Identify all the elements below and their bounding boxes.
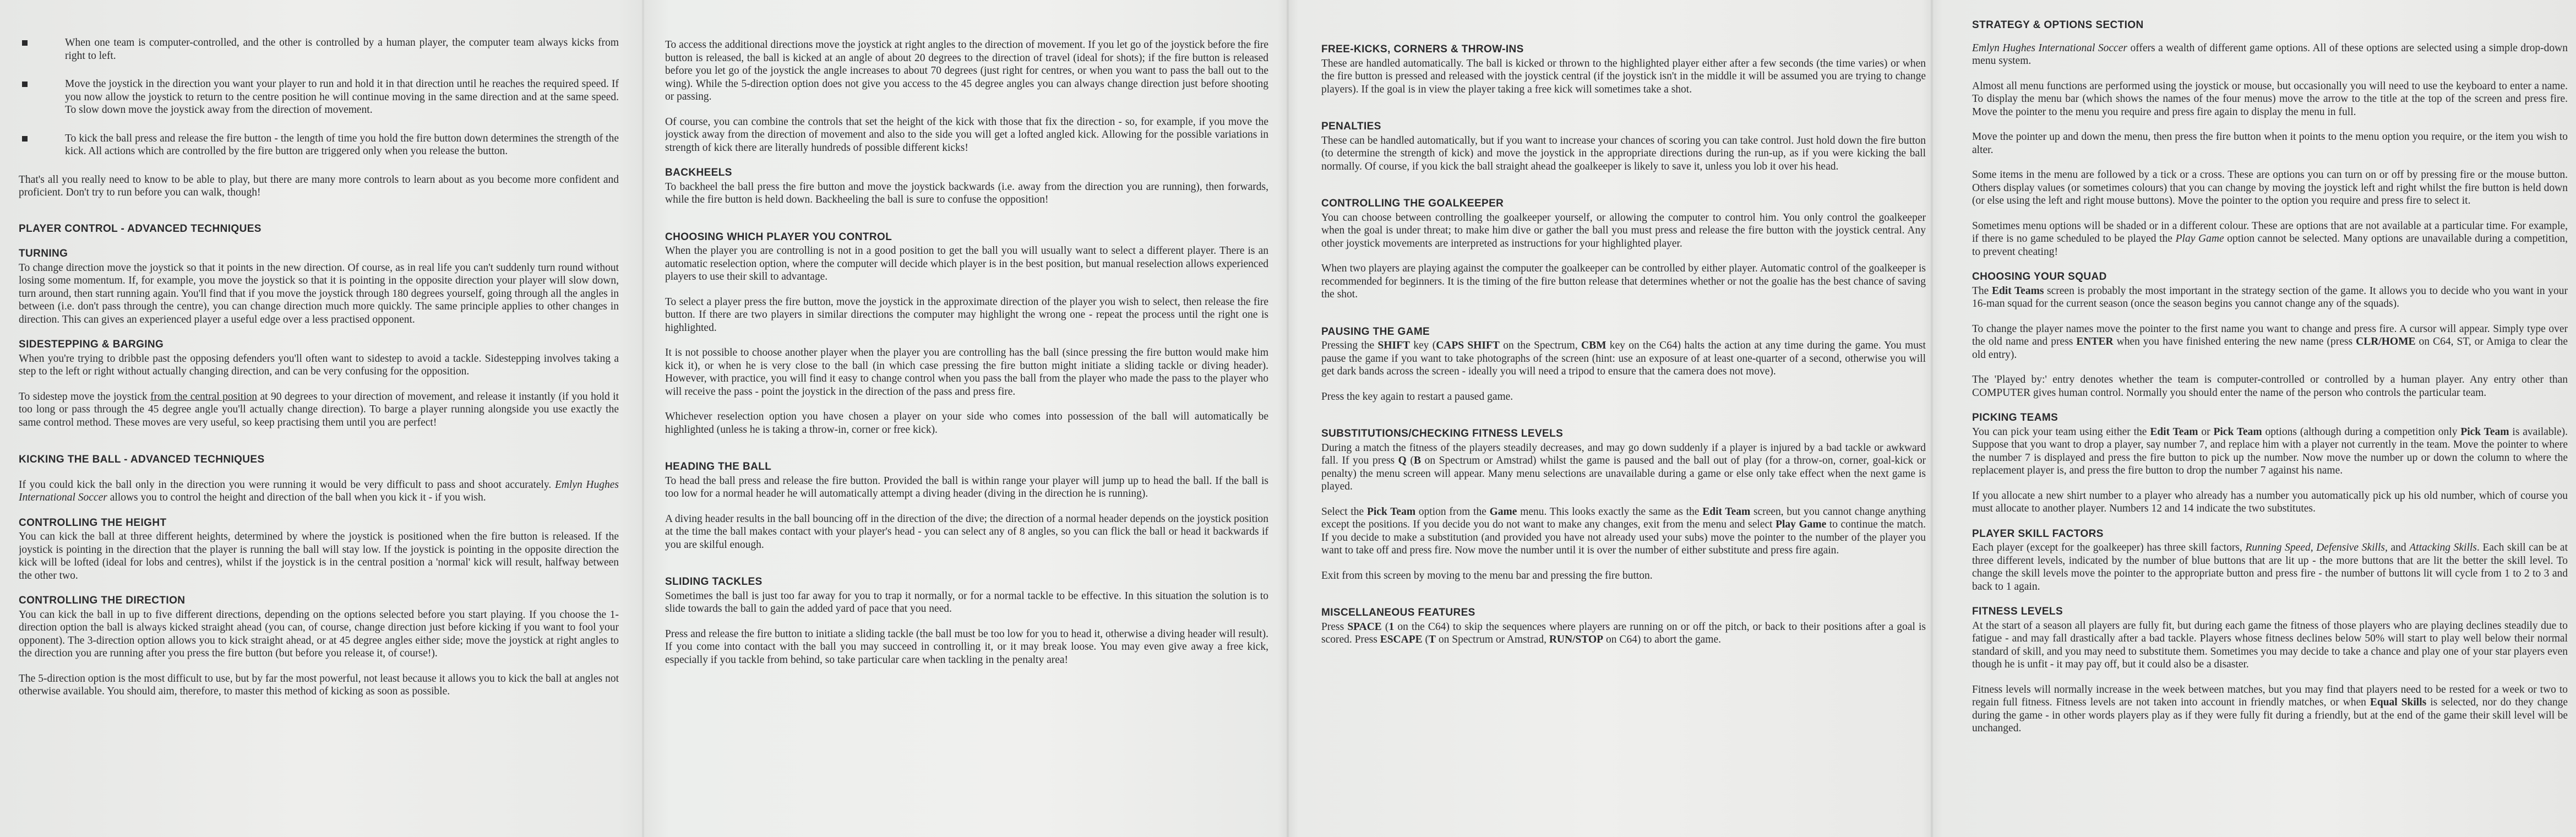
paragraph: Some items in the menu are followed by a tick or a cross. These are options you can turn on or off by pressing fire or the mouse button. Others display values (or sometimes colours) that you can change by moving the joystick left and right whilst the fire button is held down (or else using the left and right mouse buttons). Move the pointer to the option you require and press fire to select it. bbox=[1972, 169, 2568, 206]
paragraph: To backheel the ball press the fire button and move the joystick backwards (i.e. away from the direction you are running), then forwards, while the fire button is held down. Backheeling the ball is sure to confuse the opposition! bbox=[665, 181, 1268, 205]
paragraph: Press the key again to restart a paused game. bbox=[1321, 390, 1513, 403]
paragraph: Each player (except for the goalkeeper) has three skill factors, Running Speed, Defensive Skills, and Attacking Skills. Each skill can be at three different levels, indicated by the number of blue buttons that are lit up - the more buttons that are lit the better the skill level. To change the skill levels move the pointer to the appropriate button and press fire - the number of buttons lit will cycle from 1 to 2 to 3 and back to 1 again. bbox=[1972, 542, 2568, 593]
list-item: When one team is computer-controlled, and the other is controlled by a human player, the computer team always kicks from right to left. bbox=[19, 36, 619, 62]
paragraph: Press SPACE (1 on the C64) to skip the sequences where players are running on or off the pitch, or back to their positions after a goal is scored. Press ESCAPE (T on Spectrum or Amstrad, RUN/STOP on C64) to abort the game. bbox=[1321, 621, 1926, 645]
section-heading: STRATEGY & OPTIONS SECTION bbox=[1972, 19, 2144, 31]
paragraph: To change the player names move the pointer to the first name you want to change and press fire. A cursor will appear. Simply type over the old name and press ENTER when you have finished entering the new name (press CLR/HOME on C64, ST, or Amiga to clear the old entry). bbox=[1972, 323, 2568, 361]
paragraph: During a match the fitness of the players steadily decreases, and may go down suddenly if a player is injured by a bad tackle or awkward fall. If you press Q (B on Spectrum or Amstrad) whilst the game is paused and the ball out of play (for a throw-on, corner, goal-kick or penalty) the menu screen will appear. Many menu selections are unavailable during a game or else only take effect when the next game is played. bbox=[1321, 442, 1926, 492]
section-heading: PLAYER CONTROL - ADVANCED TECHNIQUES bbox=[19, 222, 262, 235]
section-heading: PLAYER SKILL FACTORS bbox=[1972, 528, 2104, 540]
section-heading: CONTROLLING THE DIRECTION bbox=[19, 595, 186, 606]
paragraph: That's all you really need to know to be able to play, but there are many more controls to learn about as you become more confident and proficient. Don't try to run before you can walk, though! bbox=[19, 173, 619, 198]
section-heading: CHOOSING YOUR SQUAD bbox=[1972, 271, 2107, 282]
list-item: Move the joystick in the direction you want your player to run and hold it in that direction until he reaches the required speed. If you now allow the joystick to return to the centre position he will continue moving in the same direction and at the same speed. To slow down move the joystick away from the direction of movement. bbox=[19, 78, 619, 117]
paragraph: Sometimes menu options will be shaded or in a different colour. These are options that are not available at a particular time. For example, if there is no game scheduled to be played the Play Game option cannot be selected. Many options are unavailable during a competition, to prevent cheating! bbox=[1972, 220, 2568, 258]
paragraph: If you allocate a new shirt number to a player who already has a number you automatically pick up his old number, which of course you must allocate to another player. Numbers 12 and 14 indicate the two substitutes. bbox=[1972, 490, 2568, 514]
page-fold bbox=[641, 0, 645, 837]
paragraph: The 'Played by:' entry denotes whether the team is computer-controlled or controlled by a human player. Any entry other than COMPUTER gives human control. Normally you should enter the name of the person who controls the particular team. bbox=[1972, 374, 2568, 399]
paragraph: Fitness levels will normally increase in the week between matches, but you may find that players need to be rested for a week or two to regain full fitness. Fitness levels are not taken into account in friendly matches, or when Equal Skills is selected, nor do they change during the game - in other words players play as if they were fully fit during a friendly, but at the end of the game their skill level will be unchanged. bbox=[1972, 683, 2568, 734]
list-item: To kick the ball press and release the fire button - the length of time you hold the fire button down determines the strength of the kick. All actions which are controlled by the fire button are triggered only when you release the button. bbox=[19, 132, 619, 158]
paragraph: The 5-direction option is the most difficult to use, but by far the most powerful, not least because it allows you to kick the ball at angles not otherwise available. You should aim, therefore, to master this method of kicking as soon as possible. bbox=[19, 672, 619, 697]
paragraph: To sidestep move the joystick from the central position at 90 degrees to your direction of movement, and release it instantly (if you hold it too long or pass through the 45 degree angle you'll actually change direction). To barge a player running alongside you use exactly the same control method. These moves are very useful, so keep practising them until you are perfect! bbox=[19, 390, 619, 428]
section-heading: PENALTIES bbox=[1321, 121, 1381, 132]
page-fold bbox=[1286, 0, 1289, 837]
section-heading: TURNING bbox=[19, 248, 68, 259]
paragraph: Emlyn Hughes International Soccer offers a wealth of different game options. All of these options are selected using a simple drop-down menu system. bbox=[1972, 42, 2568, 67]
section-heading: CONTROLLING THE GOALKEEPER bbox=[1321, 198, 1504, 209]
paragraph: To select a player press the fire button, move the joystick in the approximate direction of the player you wish to select, then release the fire button. If there are two players in similar directions the computer may highlight the wrong one - repeat the process until the right one is highlighted. bbox=[665, 296, 1268, 334]
basic-controls-list bbox=[19, 36, 619, 158]
section-heading: BACKHEELS bbox=[665, 167, 732, 178]
paragraph: These can be handled automatically, but if you want to increase your chances of scoring you can take control. Just hold down the fire button (to determine the strength of kick) and move the joystick in the appropriate directions during the run-up, as if you were kicking the ball normally. Of course, if you kick the ball straight ahead the goalkeeper is likely to save it, unless you lob it over his head. bbox=[1321, 134, 1926, 172]
section-heading: SLIDING TACKLES bbox=[665, 576, 763, 588]
paragraph: A diving header results in the ball bouncing off in the direction of the dive; the direction of a normal header depends on the joystick position at the time the ball makes contact with your player's head - you can select any of 8 angles, so you can flick the ball or head it backwards if you are skilful enough. bbox=[665, 513, 1268, 551]
manual-page-4 bbox=[1972, 15, 2568, 830]
section-heading: CHOOSING WHICH PLAYER YOU CONTROL bbox=[665, 231, 892, 243]
paragraph: It is not possible to choose another player when the player you are controlling has the ball (since pressing the fire button would make him kick it), or when he is very close to the ball (in which case pressing the fire button might initiate a sliding tackle or diving header). However, with practice, you will find it easy to change control when you pass the ball from the player who made the pass to the player who will receive the pass - point the joystick in the direction of the pass and press fire. bbox=[665, 347, 1268, 398]
paragraph: Whichever reselection option you have chosen a player on your side who comes into possession of the ball will automatically be highlighted (unless he is taking a throw-in, corner or free kick). bbox=[665, 411, 1268, 436]
paragraph: To head the ball press and release the fire button. Provided the ball is within range your player will jump up to head the ball. If the ball is too low for a normal header he will automatically attempt a diving header (diving in the direction he is running). bbox=[665, 475, 1268, 499]
section-heading: SIDESTEPPING & BARGING bbox=[19, 339, 164, 350]
section-heading: FREE-KICKS, CORNERS & THROW-INS bbox=[1321, 44, 1524, 55]
paragraph: To change direction move the joystick so that it points in the new direction. Of course, as in real life you can't suddenly turn round without losing some momentum. If, for example, you move the joystick so that it is pointing in the opposite direction your player will slow down, turn around, then start running again. You'll find that if you move the joystick through 180 degrees yourself, going through all the angles in between (i.e. don't pass through the centre), you can change direction much more quickly. The same principle applies to other changes in direction. This can gives an experienced player a useful edge over a less practised opponent. bbox=[19, 262, 619, 325]
paragraph: When two players are playing against the computer the goalkeeper can be controlled by either player. Automatic control of the goalkeeper is recommended for beginners. It is the timing of the fire button release that determines whether or not the goalie has the best chance of saving the shot. bbox=[1321, 263, 1926, 300]
section-heading: PAUSING THE GAME bbox=[1321, 325, 1430, 338]
page-fold bbox=[1930, 0, 1934, 837]
manual-page-3 bbox=[1321, 15, 1926, 830]
paragraph: Move the pointer up and down the menu, then press the fire button when it points to the menu option you require, or the item you wish to alter. bbox=[1972, 131, 2568, 156]
section-heading: FITNESS LEVELS bbox=[1972, 606, 2063, 617]
paragraph: If you could kick the ball only in the direction you were running it would be very difficult to pass and shoot accurately. Emlyn Hughes International Soccer allows you to control the height and direction of the ball when you kick it - if you wish. bbox=[19, 479, 619, 503]
paragraph: To access the additional directions move the joystick at right angles to the direction of movement. If you let go of the joystick before the fire button is released, the ball is kicked at an angle of about 20 degrees to the direction of travel (ideal for shots); if the fire button is released before you let go of the joystick the angle increases to about 70 degrees (just right for centres, or when you want to pass the ball out to the wing). While the 5-direction option does not give you access to the 45 degree angles you can always change direction just before shooting or passing. bbox=[665, 39, 1268, 102]
paragraph: When you're trying to dribble past the opposing defenders you'll often want to sidestep to avoid a tackle. Sidestepping involves taking a step to the left or right without actually changing direction, and can be very confusing for the opposition. bbox=[19, 352, 619, 377]
paragraph: When the player you are controlling is not in a good position to get the ball you will usually want to select a different player. There is an automatic reselection option, where the computer will decide which player is in the best position, but manual reselection allows experienced players to use their skill to advantage. bbox=[665, 245, 1268, 282]
section-heading: HEADING THE BALL bbox=[665, 461, 772, 472]
paragraph: Exit from this screen by moving to the menu bar and pressing the fire button. bbox=[1321, 569, 1653, 581]
section-heading: PICKING TEAMS bbox=[1972, 412, 2058, 423]
manual-page-1 bbox=[19, 15, 619, 830]
paragraph: Of course, you can combine the controls that set the height of the kick with those that fix the direction - so, for example, if you move the joystick away from the direction of movement and also to the side you will get a lofted angled kick. Allowing for the possible variations in strength of kick there are literally hundreds of possible different kicks! bbox=[665, 116, 1268, 154]
paragraph: The Edit Teams screen is probably the most important in the strategy section of the game. It allows you to decide who you want in your 16-man squad for the current season (once the season begins you cannot change any of the squads). bbox=[1972, 285, 2568, 309]
section-heading: MISCELLANEOUS FEATURES bbox=[1321, 607, 1475, 618]
paragraph: Sometimes the ball is just too far away for you to trap it normally, or for a normal tackle to be effective. In this situation the solution is to slide towards the ball to gain the added yard of pace that you need. bbox=[665, 590, 1268, 615]
paragraph: You can kick the ball in up to five different directions, depending on the options selected before you start playing. If you choose the 1-direction option the ball is always kicked straight ahead (you can, of course, change direction just before kicking if you want to fool your opponent). The 3-direction option allows you to kick straight ahead, or at 45 degree angles either side; move the joystick at right angles to the direction you are running after you press the fire button (but before you release it, of course!). bbox=[19, 608, 619, 659]
paragraph: Select the Pick Team option from the Game menu. This looks exactly the same as the Edit Team screen, but you cannot change anything except the positions. If you decide you do not want to make any changes, exit from the menu and select Play Game to continue the match. If you decide to make a substitution (and provided you have not already used your subs) move the pointer to the number of the player you want to take off and press fire. Now move the number until it is over the number of either substitute and press fire again. bbox=[1321, 506, 1926, 556]
section-heading: SUBSTITUTIONS/CHECKING FITNESS LEVELS bbox=[1321, 428, 1564, 439]
paragraph: You can choose between controlling the goalkeeper yourself, or allowing the computer to control him. You only control the goalkeeper when the goal is under threat; to make him dive or gather the ball you must press and release the fire button with the joystick central. Any other joystick movements are interpreted as instructions for your highlighted player. bbox=[1321, 211, 1926, 249]
section-heading: CONTROLLING THE HEIGHT bbox=[19, 517, 167, 529]
paragraph: Press and release the fire button to initiate a sliding tackle (the ball must be too low for you to head it, otherwise a diving header will result). If you come into contact with the ball you may succeed in controlling it, or it may break loose. You may even give away a free kick, especially if you tackle from behind, so take particular care when tackling in the penalty area! bbox=[665, 628, 1268, 666]
paragraph: You can pick your team using either the Edit Team or Pick Team options (although during a competition only Pick Team is available). Suppose that you want to drop a player, say number 7, and replace him with a player not currently in the team. Move the pointer to where the number 7 is displayed and press the fire button to pick up the number. Now move the number up or down the column to where the replacement player is, and press the fire button to drop the number 7 against his name. bbox=[1972, 426, 2568, 476]
paragraph: Pressing the SHIFT key (CAPS SHIFT on the Spectrum, CBM key on the C64) halts the action at any time during the game. You must pause the game if you want to take photographs of the screen (hint: use an exposure of at least one-quarter of a second, otherwise you will get dark bands across the screen - ideally you will need a tripod to ensure that the camera does not move). bbox=[1321, 340, 1926, 377]
paragraph: At the start of a season all players are fully fit, but during each game the fitness of those players who are playing declines steadily due to fatigue - and may fall drastically after a bad tackle. Players whose fitness declines below 50% will start to play well below their normal standard of skill, and you may need to substitute them. Sometimes you may decide to take a chance and play one of your star players even though he is unfit - it may pay off, but it could also be a disaster. bbox=[1972, 619, 2568, 670]
paragraph: You can kick the ball at three different heights, determined by where the joystick is positioned when the fire button is released. If the joystick is pointing in the direction that the player is running the ball will stay low. If the joystick is pointing in the opposite direction the kick will be lofted (ideal for lobs and centres), whilst if the joystick is in the central position a 'normal' kick will result, halfway between the other two. bbox=[19, 531, 619, 581]
section-heading: KICKING THE BALL - ADVANCED TECHNIQUES bbox=[19, 454, 265, 465]
paragraph: These are handled automatically. The ball is kicked or thrown to the highlighted player either after a few seconds (the time varies) or when the fire button is pressed and released with the joystick central (if the joystick isn't in the middle it will be assumed you are trying to change players). If the goal is in view the player taking a free kick will sometimes take a shot. bbox=[1321, 57, 1926, 95]
manual-page-2 bbox=[665, 15, 1268, 830]
paragraph: Almost all menu functions are performed using the joystick or mouse, but occasionally you will need to use the keyboard to enter a name. To display the menu bar (which shows the names of the four menus) move the arrow to the title at the top of the screen and press fire. Move the pointer to the menu you require and press fire again to display the menu in full. bbox=[1972, 80, 2568, 118]
